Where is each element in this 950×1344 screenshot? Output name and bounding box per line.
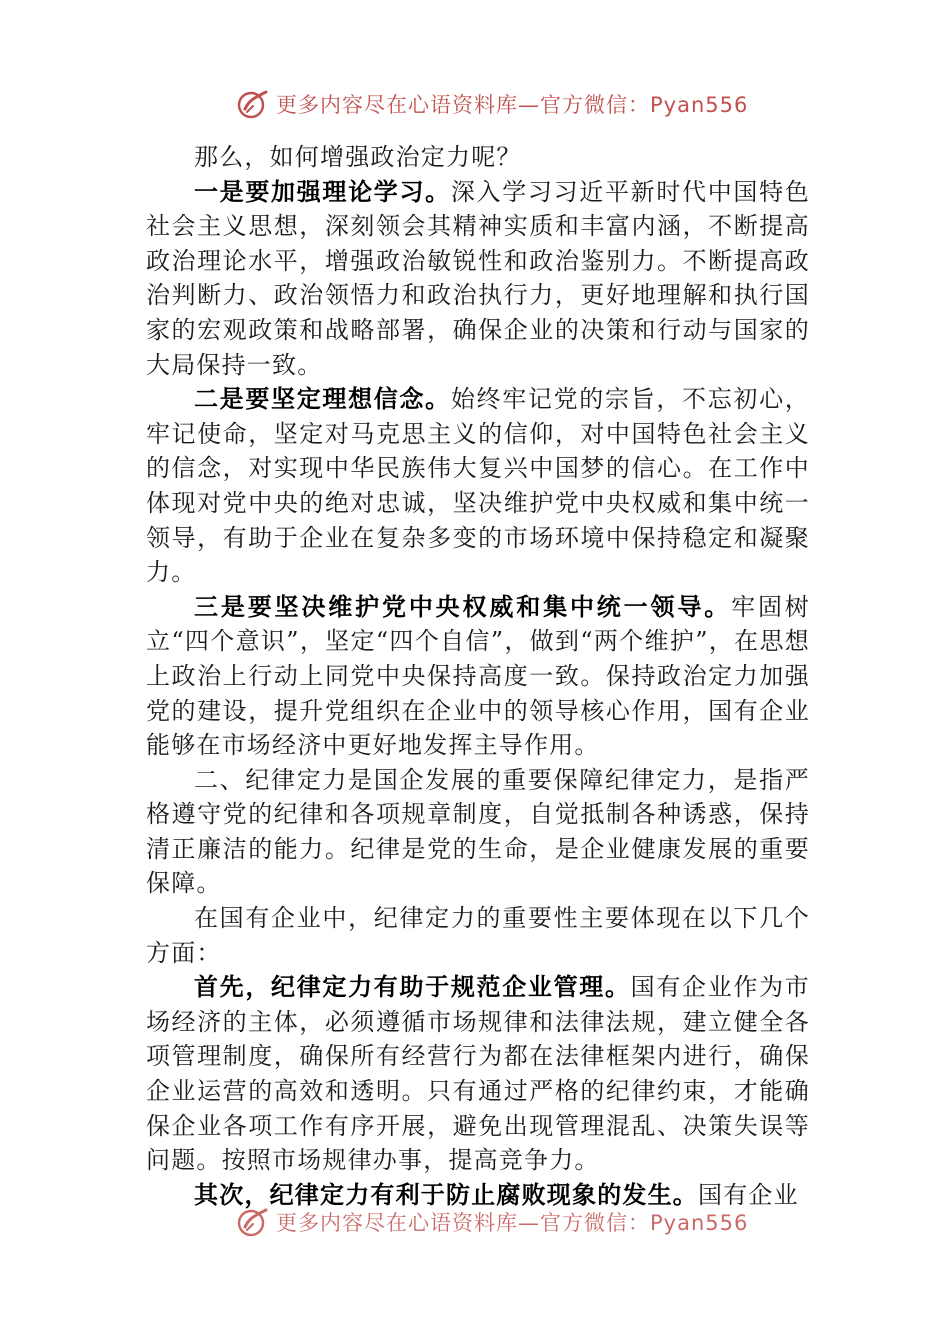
paragraph-4: 三是要坚决维护党中央权威和集中统一领导。牢固树立“四个意识”，坚定“四个自信”，做到“两个维护”，在思想上政治上行动上同党中央保持高度一致。保持政治定力加强党的建设，提升党组织在企业中的领导核心作用，国有企业能够在市场经济中更好地发挥主导作用。 <box>146 591 811 760</box>
paragraph-3: 二是要坚定理想信念。始终牢记党的宗旨，不忘初心，牢记使命，坚定对马克思主义的信仰，对中国特色社会主义的信念，对实现中华民族伟大复兴中国梦的信心。在工作中体现对党中央的绝对忠诚，坚决维护党中央权威和集中统一领导，有助于企业在复杂多变的市场环境中保持稳定和凝聚力。 <box>146 384 810 587</box>
watermark-text: 更多内容尽在心语资料库—官方微信：Pyan556 <box>276 1211 749 1235</box>
paragraph-8: 其次，纪律定力有利于防止腐败现象的发生。国有企业 <box>194 1179 799 1209</box>
footer-watermark <box>236 1204 748 1240</box>
paragraph-5: 二、纪律定力是国企发展的重要保障纪律定力，是指严格遵守党的纪律和各项规章制度，自觉抵制各种诱惑，保持清正廉洁的能力。纪律是党的生命，是企业健康发展的重要保障。 <box>146 765 810 898</box>
document-body <box>146 140 810 1212</box>
paragraph-6: 在国有企业中，纪律定力的重要性主要体现在以下几个方面： <box>146 904 810 967</box>
brush-logo-icon <box>236 1205 270 1239</box>
paragraph-7: 首先，纪律定力有助于规范企业管理。国有企业作为市场经济的主体，必须遵循市场规律和法律法规，建立健全各项管理制度，确保所有经营行为都在法律框架内进行，确保企业运营的高效和透明。只有通过严格的纪律约束，才能确保企业各项工作有序开展，避免出现管理混乱、决策失误等问题。按照市场规律办事，提高竞争力。 <box>146 972 810 1175</box>
brush-logo-icon <box>236 87 270 121</box>
watermark-text: 更多内容尽在心语资料库—官方微信：Pyan556 <box>276 93 749 117</box>
paragraph-1: 那么，如何增强政治定力呢？ <box>194 143 522 171</box>
paragraph-2: 一是要加强理论学习。深入学习习近平新时代中国特色社会主义思想，深刻领会其精神实质和丰富内涵，不断提高政治理论水平，增强政治敏锐性和政治鉴别力。不断提高政治判断力、政治领悟力和政治执行力，更好地理解和执行国家的宏观政策和战略部署，确保企业的决策和行动与国家的大局保持一致。 <box>146 176 810 379</box>
header-watermark <box>236 86 748 122</box>
